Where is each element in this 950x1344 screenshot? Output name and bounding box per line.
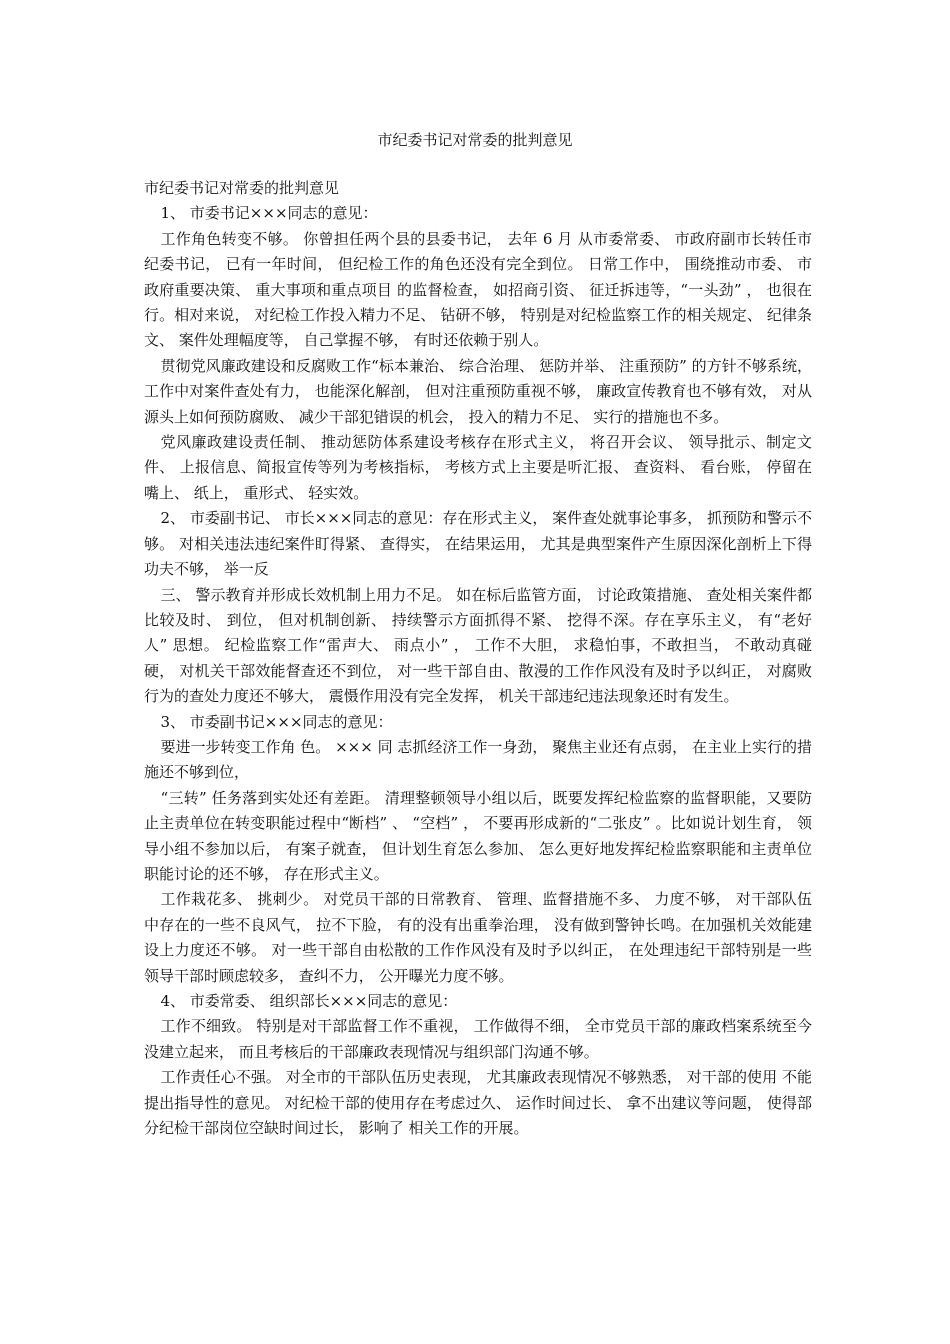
paragraph: 三、 警示教育并形成长效机制上用力不足。 如在标后监管方面， 讨论政策措施、 查处相关案件都比较及时、 到位， 但对机制创新、 持续警示方面抓得不紧、 挖得不深。存在享乐主义， 有“老好人” 思想。 纪检监察工作“雷声大、 雨点小” ， 工作不大胆， 求稳怕事，不敢担当， 不敢动真碰硬， 对机关干部效能督查还不到位， 对一些干部自由、散漫的工作作风没有及时予以纠正， 对腐败行为的查处力度还不够大， 震慑作用没有完全发挥， 机关干部违纪违法现象还时有发生。 bbox=[144, 585, 812, 706]
document-title: 市纪委书记对常委的批判意见 bbox=[377, 131, 573, 149]
paragraph: 工作栽花多、 挑刺少。 对党员干部的日常教育、 管理、监督措施不多、 力度不够， 对干部队伍中存在的一些不良风气， 拉不下脸， 有的没有出重拳治理， 没有做到警钟长鸣。在加强机关效能建设上力度还不够。 对一些干部自由松散的工作作风没有及时予以纠正， 在处理违纪干部特别是一些领导干部时顾虑较多， 查纠不力， 公开曝光力度不够。 bbox=[144, 890, 812, 985]
document-body bbox=[144, 176, 812, 1141]
paragraph: 1、 市委书记×××同志的意见： bbox=[160, 204, 378, 223]
paragraph: 工作责任心不强。 对全市的干部队伍历史表现， 尤其廉政表现情况不够熟悉， 对干部的使用 不能提出指导性的意见。 对纪检干部的使用存在考虑过久、 运作时间过长、 拿不出建议等问题， 使得部分纪检干部岗位空缺时间过长， 影响了 相关工作的开展。 bbox=[144, 1068, 812, 1138]
paragraph: 要进一步转变工作角 色。 ××× 同 志抓经济工作一身劲， 聚焦主业还有点弱， 在主业上实行的措施还不够到位， bbox=[144, 737, 812, 782]
paragraph: 3、 市委副书记×××同志的意见： bbox=[160, 712, 393, 731]
paragraph: 工作角色转变不够。 你曾担任两个县的县委书记， 去年 6 月 从市委常委、 市政府副市长转任市纪委书记， 已有一年时间， 但纪检工作的角色还没有完全到位。 日常工作中， 围绕推动市委、 市政府重要决策、 重大事项和重点项目 的监督检查， 如招商引资、 征迁拆违等，“一头劲” ， 也很在行。相对来说， 对纪检工作投入精力不足、 钻研不够， 特别是对纪检监察工作的相关规定、 纪律条文、 案件处理幅度等， 自己掌握不够， 有时还依赖于别人。 bbox=[144, 229, 812, 350]
paragraph: “三转” 任务落到实处还有差距。 清理整顿领导小组以后，既要发挥纪检监察的监督职能，又要防止主责单位在转变职能过程中“断档” 、 “空档” ， 不要再形成新的“二张皮” 。比如说计划生育， 领导小组不参加以后， 有案子就查， 但计划生育怎么参加、 怎么更好地发挥纪检监察职能和主责单位职能讨论的还不够， 存在形式主义。 bbox=[144, 788, 812, 883]
paragraph: 4、 市委常委、 组织部长×××同志的意见： bbox=[160, 992, 458, 1010]
paragraph: 工作不细致。 特别是对干部监督工作不重视， 工作做得不细， 全市党员干部的廉政档案系统至今没建立起来， 而且考核后的干部廉政表现情况与组织部门沟通不够。 bbox=[144, 1017, 812, 1061]
paragraph: 贯彻党风廉政建设和反腐败工作“标本兼治、 综合治理、 惩防并举、 注重预防” 的方针不够系统， 工作中对案件查处有力， 也能深化解剖， 但对注重预防重视不够， 廉政宣传教育也不够有效， 对从源头上如何预防腐败、 减少干部犯错误的机会， 投入的精力不足、 实行的措施也不多。 bbox=[144, 356, 812, 426]
paragraph: 党风廉政建设责任制、 推动惩防体系建设考核存在形式主义， 将召开会议、 领导批示、制定文件、 上报信息、简报宣传等列为考核指标， 考核方式上主要是听汇报、 查资料、 看台账， 停留在嘴上、 纸上， 重形式、 轻实效。 bbox=[144, 433, 812, 502]
paragraph: 2、 市委副书记、 市长×××同志的意见：存在形式主义， 案件查处就事论事多， 抓预防和警示不够。 对相关违法违纪案件盯得紧、 查得实， 在结果运用， 尤其是典型案件产生原因深化剖析上下得功夫不够， 举一反 bbox=[144, 509, 812, 579]
paragraph: 市纪委书记对常委的批判意见 bbox=[144, 179, 340, 197]
